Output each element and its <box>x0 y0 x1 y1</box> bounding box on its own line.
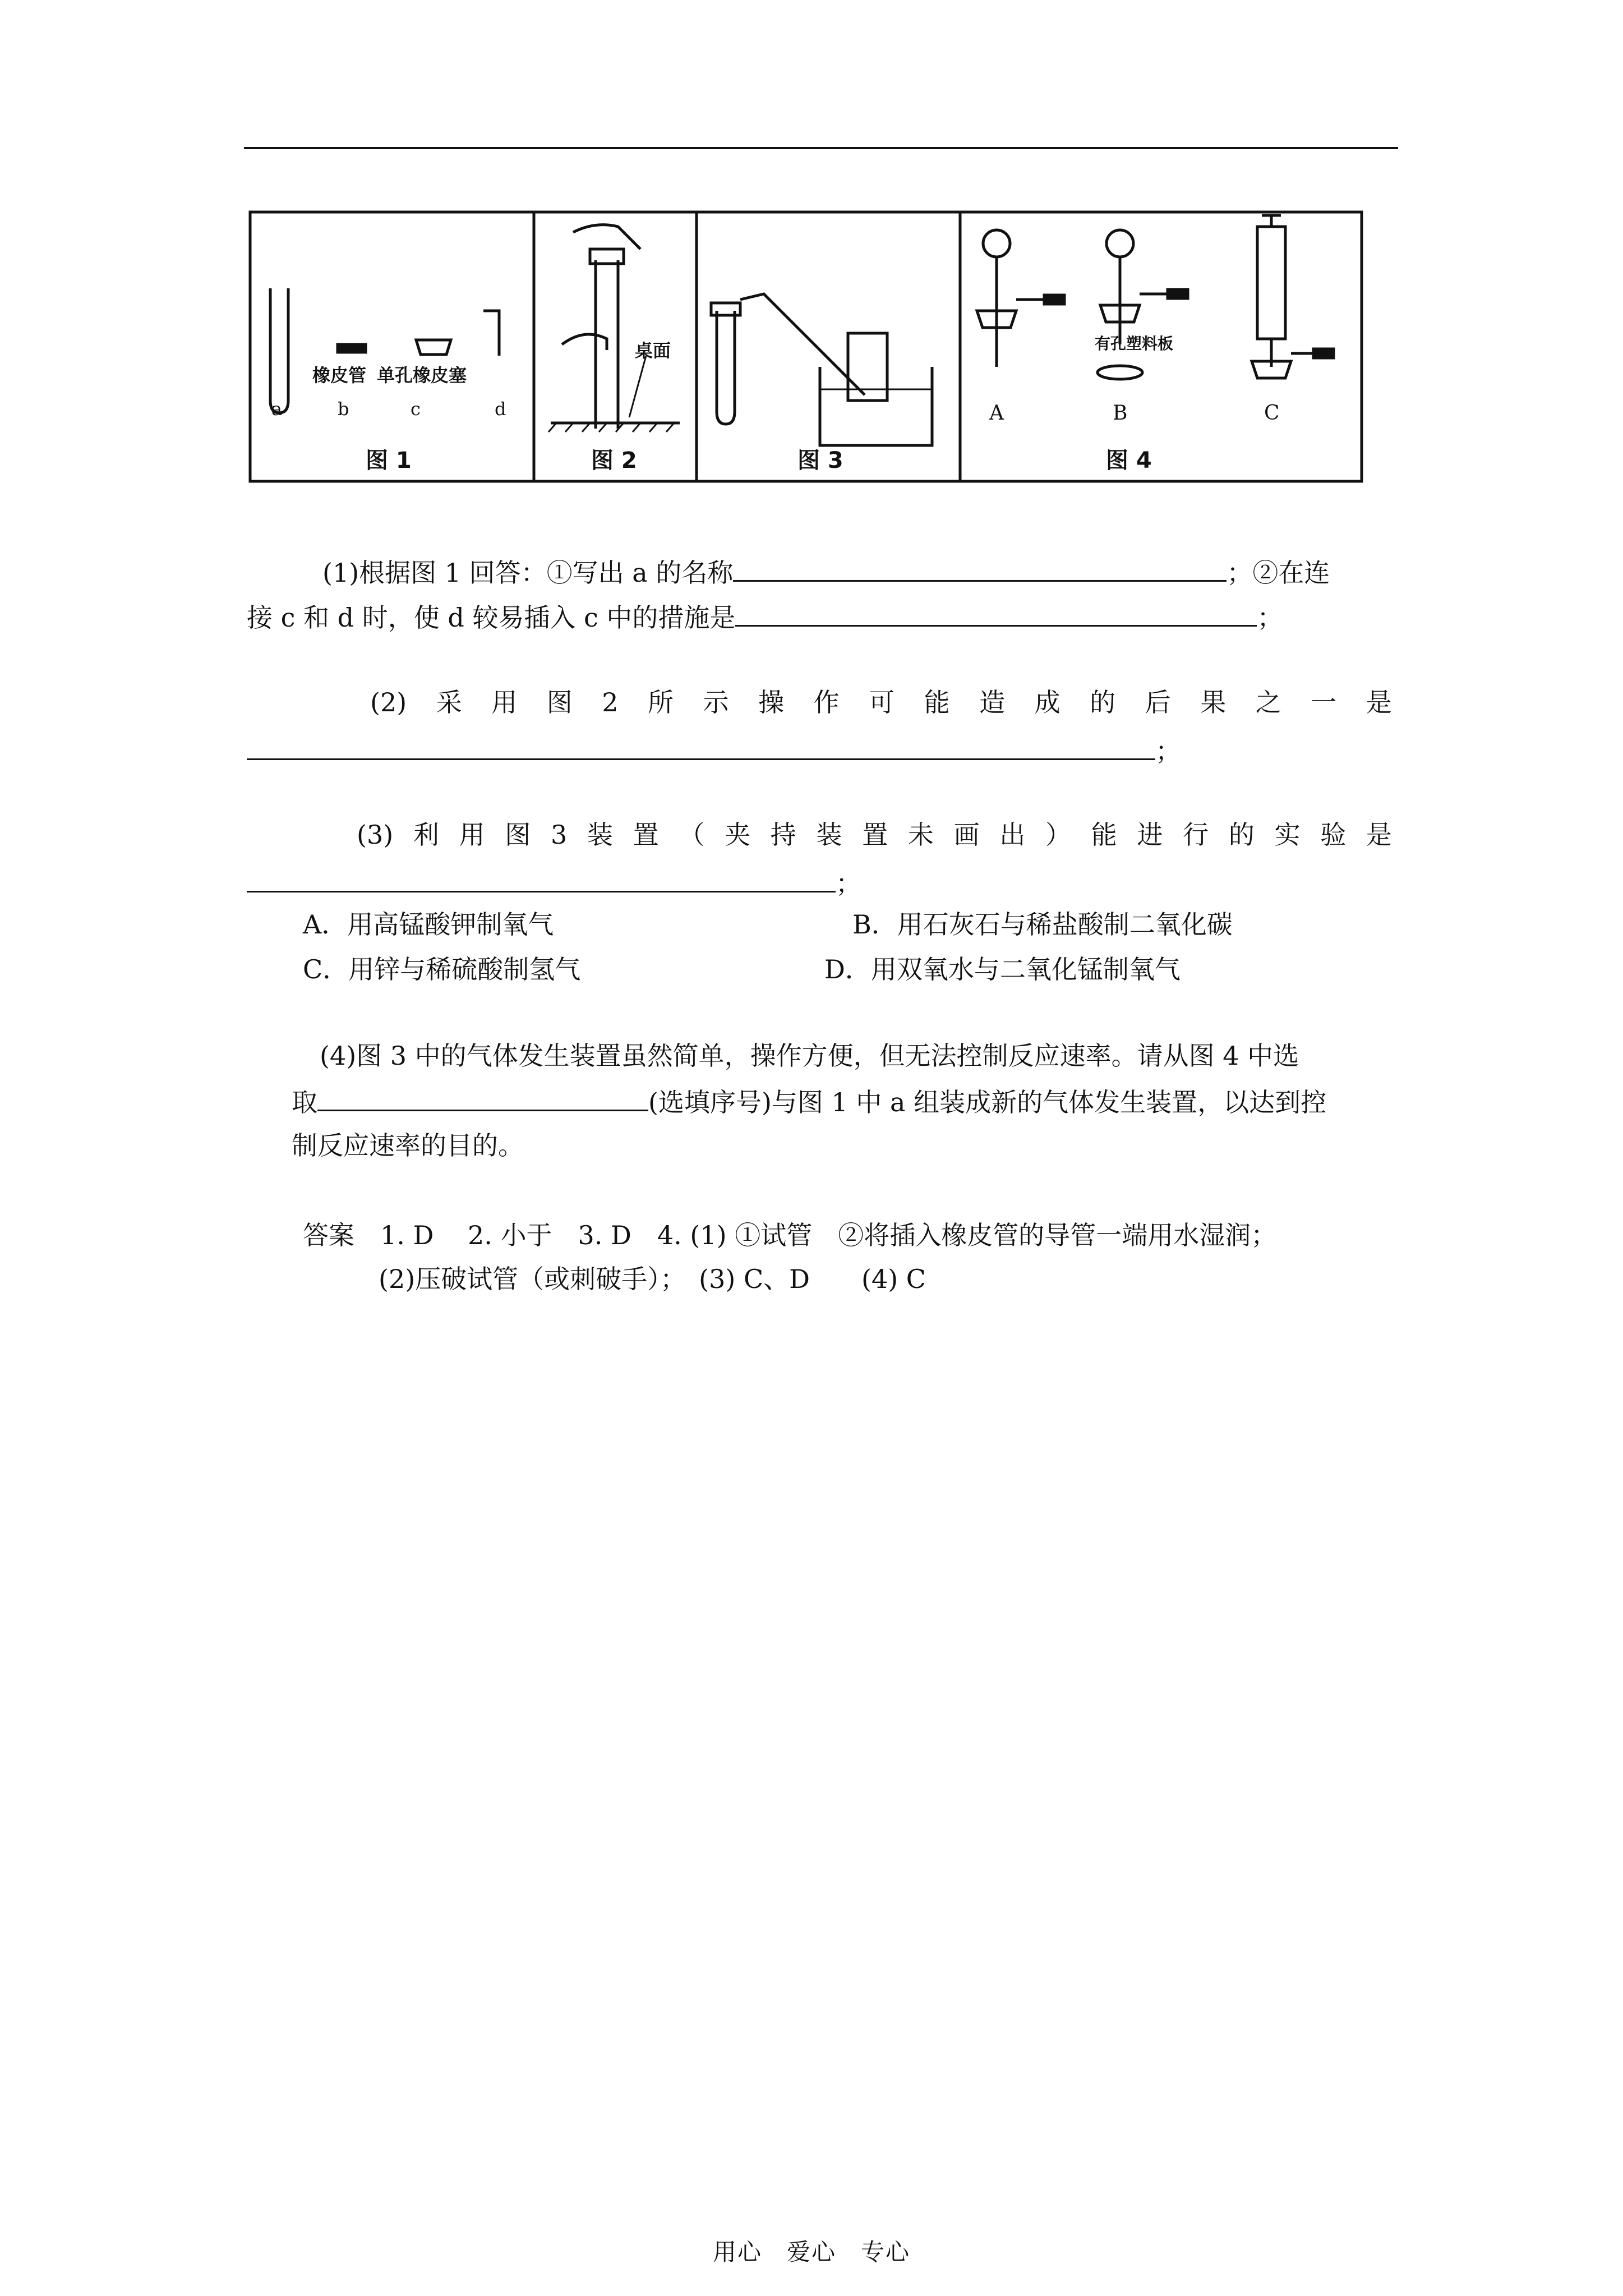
q4-line2-start: 取 <box>292 1087 317 1117</box>
q3-char: 夹 <box>725 820 751 850</box>
q2-char: 所 <box>648 687 674 717</box>
q1-blank1[interactable] <box>733 554 1227 582</box>
q3-char: 出 <box>999 820 1026 850</box>
q2-char: 示 <box>703 687 729 717</box>
q3-char: 的 <box>1228 820 1255 850</box>
q3-option-d: D．用双氧水与二氧化锰制氧气 <box>824 954 1181 984</box>
q2-char: 能 <box>924 687 950 717</box>
q2-char: 果 <box>1200 687 1227 717</box>
label-plastic-plate: 有孔塑料板 <box>1095 334 1174 353</box>
q3-char: 置 <box>862 820 888 850</box>
label-B: B <box>1113 402 1128 425</box>
q2-char: 后 <box>1145 687 1171 717</box>
rubber-tube-b <box>338 344 366 352</box>
fig3-collector <box>848 333 887 401</box>
fig2-hand-top <box>573 225 640 249</box>
q3-char: 装 <box>587 820 613 850</box>
label-rubber-tube: 橡皮管 <box>312 365 367 386</box>
apparatus-figure <box>248 210 1364 484</box>
plastic-plate <box>1098 366 1142 379</box>
funnel-a <box>983 230 1010 257</box>
q3-char: (3) <box>357 820 394 850</box>
q2-char: 采 <box>436 687 462 717</box>
q2-char: 成 <box>1034 687 1061 717</box>
q2-char: 图 <box>546 687 573 717</box>
q3-line1 <box>357 818 1392 852</box>
q2-line2 <box>247 733 1181 768</box>
fig1-drawing <box>270 288 499 413</box>
q2-char: (2) <box>370 687 407 717</box>
q3-char: 持 <box>770 820 796 850</box>
q3-char: 用 <box>459 820 485 850</box>
fig2-hand <box>562 334 607 350</box>
fig2-drawing <box>548 225 680 432</box>
q1-line1 <box>322 554 1330 590</box>
label-stopper: 单孔橡皮塞 <box>377 365 467 386</box>
answer-line1: 答案 1. D 2. 小于 3. D 4. (1) ①试管 ②将插入橡皮管的导管一端用水湿润； <box>303 1220 1277 1250</box>
q3-char: ） <box>1045 820 1071 850</box>
answer-line2: (2)压破试管（或刺破手）； (3) C、D (4) C <box>379 1264 926 1294</box>
q3-char: 验 <box>1320 820 1347 850</box>
q2-end: ； <box>1155 736 1181 766</box>
fig1-caption: 图 1 <box>366 448 412 473</box>
q4-line3: 制反应速率的目的。 <box>292 1130 524 1161</box>
q1-line1-start: (1)根据图 1 回答：①写出 a 的名称 <box>322 558 734 588</box>
fig4-drawing <box>977 215 1334 379</box>
q2-char: 之 <box>1255 687 1281 717</box>
q4-line1: (4)图 3 中的气体发生装置虽然简单，操作方便，但无法控制反应速率。请从图 4 中选 <box>320 1041 1299 1071</box>
q2-line1 <box>370 685 1392 719</box>
q3-line2 <box>247 865 861 900</box>
page-footer: 用心 爱心 专心 <box>712 2238 910 2266</box>
q4-line2-end: (选填序号)与图 1 中 a 组装成新的气体发生装置，以达到控 <box>648 1087 1327 1117</box>
q3-option-b: B．用石灰石与稀盐酸制二氧化碳 <box>852 909 1233 940</box>
q3-char: 置 <box>633 820 659 850</box>
q3-char: 行 <box>1183 820 1209 850</box>
q3-char: 进 <box>1137 820 1163 850</box>
q2-char: 是 <box>1366 687 1392 717</box>
q1-line2 <box>247 599 1283 634</box>
q3-option-c: C．用锌与稀硫酸制氢气 <box>303 954 581 984</box>
stopper-c <box>416 340 451 355</box>
q3-char: 3 <box>550 820 568 850</box>
q4-blank[interactable] <box>317 1084 648 1111</box>
fig3-test-tube <box>717 311 735 424</box>
q2-blank[interactable] <box>247 733 1155 760</box>
label-A: A <box>989 402 1004 425</box>
q1-line2-start: 接 c 和 d 时，使 d 较易插入 c 中的措施是 <box>247 602 736 633</box>
q3-char: 实 <box>1274 820 1301 850</box>
funnel-b <box>1106 230 1133 257</box>
q2-char: 的 <box>1090 687 1116 717</box>
fig3-delivery-tube <box>740 294 865 395</box>
label-b: b <box>338 398 349 420</box>
fig3-drawing <box>711 294 932 445</box>
q3-char: 利 <box>413 820 439 850</box>
q3-end: ； <box>836 868 861 899</box>
glass-tube-d <box>483 311 499 356</box>
q2-char: 造 <box>979 687 1006 717</box>
q4-line2 <box>292 1084 1326 1119</box>
syringe <box>1257 227 1285 339</box>
q1-blank2[interactable] <box>735 599 1257 627</box>
q3-char: 是 <box>1366 820 1392 850</box>
q3-char: 装 <box>816 820 842 850</box>
q1-line1-end: ；②在连 <box>1227 558 1330 588</box>
q3-char: 图 <box>505 820 531 850</box>
q2-char: 2 <box>602 687 619 717</box>
fig4-caption: 图 4 <box>1106 448 1152 473</box>
q3-char: 画 <box>953 820 980 850</box>
q2-char: 一 <box>1311 687 1337 717</box>
label-c: c <box>411 398 421 420</box>
label-desk: 桌面 <box>635 340 671 361</box>
header-rule <box>244 147 1398 149</box>
q2-char: 操 <box>758 687 785 717</box>
q2-char: 可 <box>869 687 895 717</box>
q2-char: 作 <box>813 687 840 717</box>
test-tube-a <box>270 288 288 413</box>
q2-char: 用 <box>491 687 518 717</box>
q3-option-a: A．用高锰酸钾制氧气 <box>303 909 554 940</box>
fig3-caption: 图 3 <box>797 448 843 473</box>
fig3-trough <box>820 367 932 445</box>
q3-char: 未 <box>907 820 934 850</box>
label-a: a <box>271 398 283 420</box>
q3-blank[interactable] <box>247 865 836 892</box>
label-C: C <box>1264 402 1280 425</box>
q3-char: （ <box>679 820 705 850</box>
q3-char: 能 <box>1091 820 1117 850</box>
label-d: d <box>495 398 506 420</box>
q1-line2-end: ； <box>1257 602 1283 633</box>
fig2-caption: 图 2 <box>591 448 637 473</box>
